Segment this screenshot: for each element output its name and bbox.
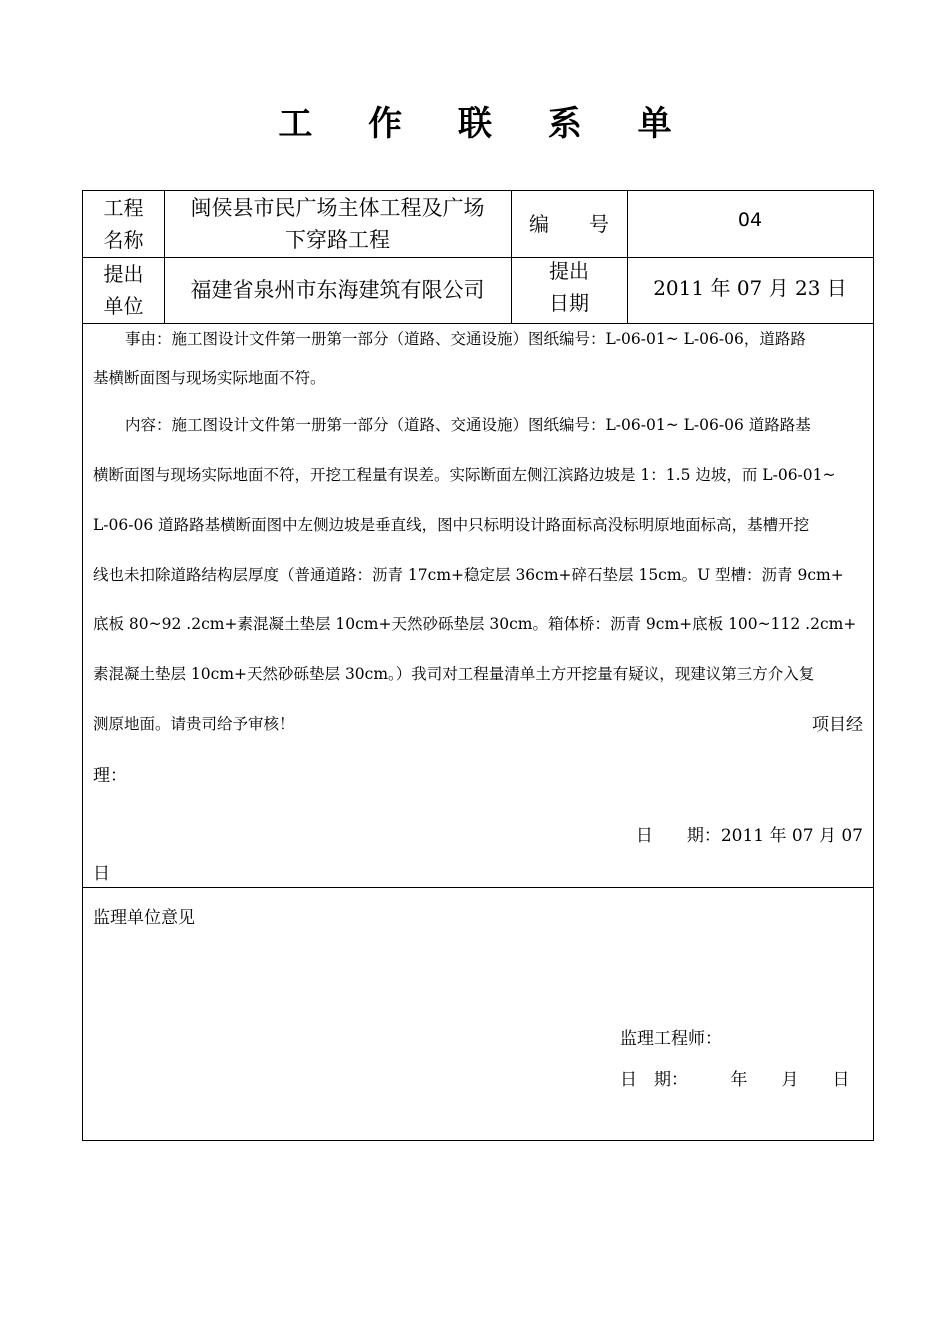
content-line-6: 素混凝土垫层 10cm+天然砂砾垫层 30cm。）我司对工程量清单土方开挖量有疑议，现建议第三方介入复 bbox=[93, 665, 815, 683]
content-date-line-cont: 日 bbox=[93, 864, 110, 884]
project-name-value bbox=[164, 191, 511, 257]
submitter-label-line1: 提出 bbox=[103, 262, 144, 286]
project-name-line1: 闽侯县市民广场主体工程及广场 bbox=[190, 196, 485, 220]
submit-date-value: 2011 年 07 月 23 日 bbox=[653, 275, 847, 300]
reason-line-2: 基横断面图与现场实际地面不符。 bbox=[93, 369, 326, 387]
project-name-label-line1: 工程 bbox=[103, 196, 144, 220]
document-title: 工 作 联 系 单 bbox=[278, 104, 694, 144]
submit-date-label-line2: 日期 bbox=[549, 291, 589, 315]
supervision-engineer-label: 监理工程师： bbox=[620, 1029, 722, 1049]
content-line-2: 横断面图与现场实际地面不符，开挖工程量有误差。实际断面左侧江滨路边坡是 1：1.5 边坡，而 L-06-01~ bbox=[93, 466, 836, 484]
supervision-date-line: 日 期： 年 月 日 bbox=[620, 1070, 850, 1090]
submit-date-label bbox=[511, 257, 627, 317]
row-divider-2 bbox=[83, 323, 873, 324]
supervision-heading: 监理单位意见 bbox=[93, 908, 195, 928]
content-line-5: 底板 80~92 .2cm+素混凝土垫层 10cm+天然砂砾垫层 30cm。箱体桥：沥青 9cm+底板 100~112 .2cm+ bbox=[93, 615, 857, 633]
content-line-3: L-06-06 道路路基横断面图中左侧边坡是垂直线，图中只标明设计路面标高没标明原地面标高，基槽开挖 bbox=[93, 516, 810, 534]
contact-form-table bbox=[82, 190, 874, 1141]
content-line-4: 线也未扣除道路结构层厚度（普通道路：沥青 17cm+稳定层 36cm+碎石垫层 15cm。U 型槽：沥青 9cm+ bbox=[93, 566, 844, 584]
project-name-label bbox=[83, 191, 164, 257]
row-divider-3 bbox=[83, 887, 873, 888]
number-label: 编 号 bbox=[529, 212, 609, 236]
project-manager-label-cont: 理： bbox=[93, 766, 127, 786]
content-line-1: 内容：施工图设计文件第一册第一部分（道路、交通设施）图纸编号：L-06-01~ L-06-06 道路路基 bbox=[125, 416, 811, 434]
project-manager-label: 项目经 bbox=[812, 715, 863, 735]
submitter-label-line2: 单位 bbox=[103, 294, 144, 318]
project-name-label-line2: 名称 bbox=[103, 228, 144, 252]
content-line-7: 测原地面。请贵司给予审核！ bbox=[93, 715, 295, 733]
submit-date-label-line1: 提出 bbox=[549, 259, 589, 283]
project-name-line2: 下穿路工程 bbox=[285, 228, 390, 252]
reason-line-1: 事由：施工图设计文件第一册第一部分（道路、交通设施）图纸编号：L-06-01~ L-06-06，道路路 bbox=[125, 330, 806, 348]
submitter-value: 福建省泉州市东海建筑有限公司 bbox=[190, 278, 485, 302]
submitter-label bbox=[83, 257, 164, 323]
content-date-line: 日 期：2011 年 07 月 07 bbox=[635, 826, 863, 846]
number-value: 04 bbox=[737, 209, 763, 231]
